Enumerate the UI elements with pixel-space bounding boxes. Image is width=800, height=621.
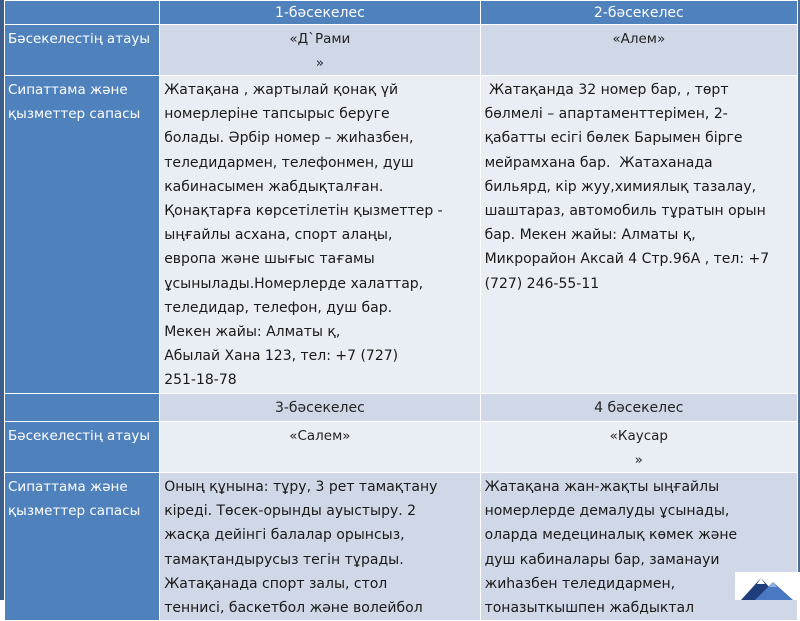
competitor-3-description-lines — [164, 475, 475, 620]
header-corner-cell-2 — [5, 394, 160, 422]
description-line: кабинасымен жабдықталған. — [164, 178, 384, 195]
competitor-2-description-lines — [485, 78, 793, 296]
description-row-2 — [5, 473, 798, 621]
description-line: 251-18-78 — [164, 372, 237, 389]
header-row-2 — [5, 394, 798, 422]
header-competitor-1: 1-бәсекелес — [160, 1, 480, 25]
description-line: Абылай Хана 123, тел: +7 (727) — [164, 348, 399, 365]
description-line: Жатақана жан-жақты ыңғайлы — [484, 479, 720, 495]
description-line: жиһазбен теледидармен, — [484, 575, 676, 592]
header-competitor-3: 3-бәсекелес — [160, 394, 480, 422]
description-line: қабатты есігі бөлек Барымен бірге — [484, 130, 743, 147]
description-line: теледидармен, телефонмен, душ — [164, 154, 414, 171]
competitor-4-name — [480, 422, 797, 473]
competitor-1-description-lines — [164, 78, 475, 393]
description-line: (727) 246-55-11 — [484, 275, 600, 292]
name-row-1 — [5, 25, 798, 76]
header-competitor-4: 4 бәсекелес — [480, 394, 797, 422]
header-corner-cell — [5, 1, 160, 25]
description-line: Жатақанда 32 номер бар, , төрт — [484, 82, 729, 98]
competitor-1-name — [160, 25, 480, 76]
description-line: бар. Мекен жайы: Алматы қ, — [484, 227, 696, 244]
competitor-2-name: «Алем» — [480, 25, 797, 76]
description-line: европа және шығыс тағамы — [164, 251, 375, 268]
competitor-1-name-line1: «Д`Рами — [289, 31, 351, 47]
description-line: шаштараз, автомобиль тұратын орын — [484, 203, 766, 220]
description-line: тоназыткышпен жабдыктал — [484, 600, 695, 617]
name-row-2 — [5, 422, 798, 473]
competitors-table — [4, 0, 798, 621]
description-line: Мекен жайы: Алматы қ, — [164, 324, 341, 341]
competitor-4-name-line2: » — [634, 452, 643, 468]
competitor-3-name: «Салем» — [160, 422, 480, 473]
description-line: душ кабиналары бар, заманауи — [484, 551, 720, 568]
description-row-1 — [5, 76, 798, 394]
logo — [735, 572, 800, 600]
mountain-logo-icon — [735, 572, 800, 600]
competitor-1-name-line2: » — [315, 55, 325, 71]
description-line: бильярд, кір жуу,химиялық тазалау, — [484, 178, 757, 195]
description-line: болады. Әрбір номер – жиһазбен, — [164, 130, 414, 147]
row-label-name-2: Бәсекелестің атауы — [5, 422, 160, 473]
description-line: кіреді. Төсек-орынды ауыстыру. 2 — [164, 503, 417, 520]
header-row-1 — [5, 1, 798, 25]
competitor-3-description — [160, 473, 480, 621]
description-line: теннисі, баскетбол және волейбол — [164, 600, 423, 617]
row-label-description: Сипаттама және қызметтер сапасы — [5, 76, 160, 394]
description-line: ұсынылады.Номерлерде халаттар, — [164, 275, 424, 292]
description-line: Оның құнына: тұру, 3 рет тамақтану — [164, 479, 438, 495]
description-line: номерлеріне тапсырыс беруге — [164, 106, 390, 123]
description-line: Микрорайон Аксай 4 Стр.96А , тел: +7 — [484, 251, 770, 268]
header-competitor-2: 2-бәсекелес — [480, 1, 797, 25]
description-line: ыңғайлы асхана, спорт алаңы, — [164, 227, 393, 244]
competitor-2-description — [480, 76, 797, 394]
description-line: мейрамхана бар. Жатаханада — [484, 154, 713, 171]
row-label-name: Бәсекелестің атауы — [5, 25, 160, 76]
description-line: номерлерде демалуды ұсынады, — [484, 503, 730, 520]
description-line: Жатақана , жартылай қонақ үй — [164, 82, 399, 98]
competitor-4-name-line1: «Каусар — [609, 428, 668, 444]
row-label-description-2: Сипаттама және қызметтер сапасы — [5, 473, 160, 621]
description-line: жасқа дейінгі балалар орынсыз, — [164, 527, 405, 544]
description-line: тамақтандырусыз тегін тұрады. — [164, 551, 404, 568]
competitor-1-description — [160, 76, 480, 394]
description-line: Қонақтарға көрсетілетін қызметтер - — [164, 203, 443, 220]
description-line: оларда медециналық көмек және — [484, 527, 738, 544]
description-line: теледидар, телефон, душ бар. — [164, 299, 393, 316]
description-line: бөлмелі – апартаменттерімен, 2- — [484, 106, 728, 123]
description-line: Жатақанада спорт залы, стол — [164, 575, 388, 592]
